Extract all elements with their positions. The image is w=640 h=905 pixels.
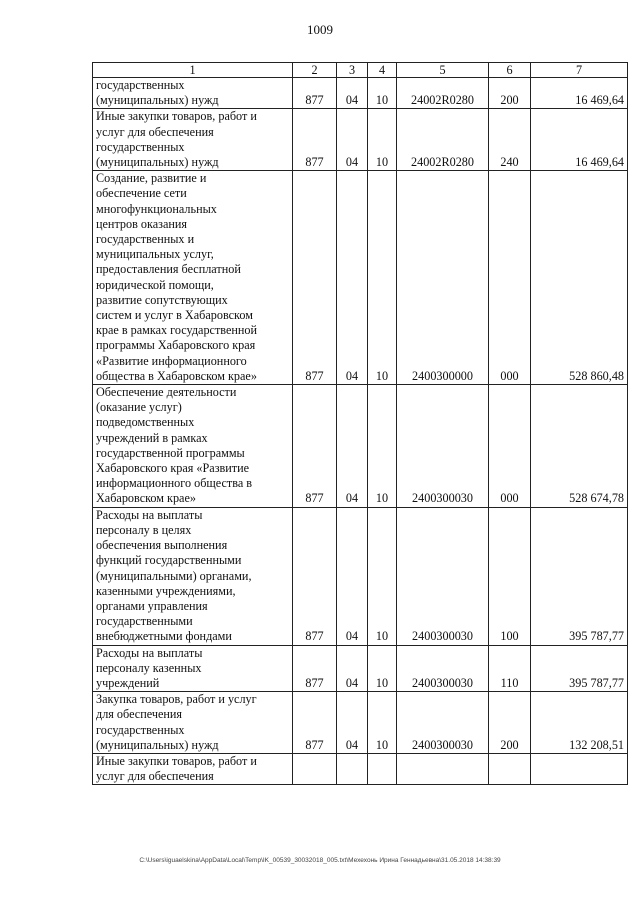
cell-ministry-code: 877 bbox=[293, 645, 337, 692]
cell-section-code: 04 bbox=[337, 78, 368, 109]
description-line: Закупка товаров, работ и услуг bbox=[96, 692, 257, 707]
cell-ministry-code: 877 bbox=[293, 171, 337, 385]
cell-expense-type-code: 100 bbox=[489, 507, 531, 645]
cell-ministry-code: 877 bbox=[293, 109, 337, 171]
description-line: многофункциональных bbox=[96, 201, 217, 216]
description-line: программы Хабаровского края bbox=[96, 338, 256, 353]
cell-expense-type-code: 000 bbox=[489, 171, 531, 385]
description-line: функций государственными bbox=[96, 553, 242, 568]
table-row bbox=[93, 645, 628, 692]
cell-subsection-code bbox=[368, 753, 397, 784]
table-row bbox=[93, 753, 628, 784]
description-line: юридической помощи, bbox=[96, 277, 214, 292]
cell-subsection-code: 10 bbox=[368, 507, 397, 645]
cell-description bbox=[93, 171, 293, 385]
description-line: обеспечения выполнения bbox=[96, 538, 228, 553]
column-header-7: 7 bbox=[531, 63, 628, 78]
cell-amount: 528 674,78 bbox=[531, 385, 628, 508]
description-line: для обеспечения bbox=[96, 707, 183, 722]
column-header-4: 4 bbox=[368, 63, 397, 78]
cell-subsection-code: 10 bbox=[368, 385, 397, 508]
cell-target-article-code: 2400300030 bbox=[397, 385, 489, 508]
description-line: (оказание услуг) bbox=[96, 400, 182, 415]
cell-expense-type-code: 000 bbox=[489, 385, 531, 508]
description-line: государственных bbox=[96, 78, 185, 92]
table-row bbox=[93, 109, 628, 171]
file-path-footer: C:\Users\iguaelskina\AppData\Local\Temp\IK_00539_30032018_005.txt\Мехехонь Ирина Геннадьевна\31.05.2018 14:38:39 bbox=[139, 857, 501, 864]
column-header-1: 1 bbox=[93, 63, 293, 78]
description-line: «Развитие информационного bbox=[96, 353, 247, 368]
cell-description bbox=[93, 645, 293, 692]
cell-description bbox=[93, 692, 293, 754]
cell-amount: 395 787,77 bbox=[531, 645, 628, 692]
description-line: развитие сопутствующих bbox=[96, 292, 228, 307]
description-line: (муниципальных) нужд bbox=[96, 155, 219, 170]
description-line: услуг для обеспечения bbox=[96, 124, 214, 139]
description-line: государственными bbox=[96, 614, 193, 629]
description-line: государственных bbox=[96, 139, 185, 154]
cell-expense-type-code bbox=[489, 753, 531, 784]
description-line: Иные закупки товаров, работ и bbox=[96, 753, 257, 768]
cell-subsection-code: 10 bbox=[368, 109, 397, 171]
cell-expense-type-code: 240 bbox=[489, 109, 531, 171]
cell-target-article-code: 2400300030 bbox=[397, 507, 489, 645]
cell-section-code: 04 bbox=[337, 507, 368, 645]
table-row bbox=[93, 78, 628, 109]
description-line: учреждений bbox=[96, 675, 160, 690]
column-header-6: 6 bbox=[489, 63, 531, 78]
description-line: персоналу в целях bbox=[96, 522, 192, 537]
cell-subsection-code: 10 bbox=[368, 692, 397, 754]
cell-amount: 16 469,64 bbox=[531, 109, 628, 171]
description-line: информационного общества в bbox=[96, 476, 253, 491]
description-line: муниципальных услуг, bbox=[96, 247, 214, 262]
cell-target-article-code: 24002R0280 bbox=[397, 109, 489, 171]
cell-ministry-code: 877 bbox=[293, 78, 337, 109]
description-line: государственных bbox=[96, 722, 185, 737]
cell-description bbox=[93, 78, 293, 109]
table-row bbox=[93, 692, 628, 754]
table-body bbox=[93, 78, 628, 785]
cell-amount: 395 787,77 bbox=[531, 507, 628, 645]
cell-expense-type-code: 110 bbox=[489, 645, 531, 692]
cell-subsection-code: 10 bbox=[368, 171, 397, 385]
description-line: органами управления bbox=[96, 598, 208, 613]
table-row bbox=[93, 507, 628, 645]
column-header-2: 2 bbox=[293, 63, 337, 78]
cell-ministry-code: 877 bbox=[293, 507, 337, 645]
column-header-3: 3 bbox=[337, 63, 368, 78]
description-line: Хабаровском крае» bbox=[96, 491, 196, 506]
description-line: Расходы на выплаты bbox=[96, 645, 203, 660]
cell-section-code: 04 bbox=[337, 692, 368, 754]
cell-ministry-code bbox=[293, 753, 337, 784]
description-line: Расходы на выплаты bbox=[96, 507, 203, 522]
cell-ministry-code: 877 bbox=[293, 385, 337, 508]
cell-amount: 132 208,51 bbox=[531, 692, 628, 754]
cell-target-article-code: 24002R0280 bbox=[397, 78, 489, 109]
description-line: (муниципальными) органами, bbox=[96, 568, 252, 583]
cell-subsection-code: 10 bbox=[368, 645, 397, 692]
cell-target-article-code bbox=[397, 753, 489, 784]
cell-section-code: 04 bbox=[337, 645, 368, 692]
cell-ministry-code: 877 bbox=[293, 692, 337, 754]
cell-description bbox=[93, 385, 293, 508]
budget-table bbox=[92, 62, 628, 785]
page-number: 1009 bbox=[307, 22, 333, 37]
description-line: крае в рамках государственной bbox=[96, 323, 258, 338]
cell-description bbox=[93, 507, 293, 645]
cell-expense-type-code: 200 bbox=[489, 78, 531, 109]
cell-description bbox=[93, 109, 293, 171]
cell-section-code: 04 bbox=[337, 171, 368, 385]
cell-amount: 16 469,64 bbox=[531, 78, 628, 109]
description-line: Хабаровского края «Развитие bbox=[96, 461, 250, 476]
cell-target-article-code: 2400300030 bbox=[397, 692, 489, 754]
description-line: государственной программы bbox=[96, 445, 245, 460]
cell-subsection-code: 10 bbox=[368, 78, 397, 109]
cell-target-article-code: 2400300000 bbox=[397, 171, 489, 385]
description-line: государственных и bbox=[96, 232, 195, 247]
header-row bbox=[93, 63, 628, 78]
cell-amount: 528 860,48 bbox=[531, 171, 628, 385]
description-line: услуг для обеспечения bbox=[96, 769, 214, 784]
description-line: Обеспечение деятельности bbox=[96, 385, 237, 400]
description-line: предоставления бесплатной bbox=[96, 262, 241, 277]
description-line: Иные закупки товаров, работ и bbox=[96, 109, 257, 124]
cell-description bbox=[93, 753, 293, 784]
description-line: систем и услуг в Хабаровском bbox=[96, 308, 253, 323]
cell-target-article-code: 2400300030 bbox=[397, 645, 489, 692]
description-line: казенными учреждениями, bbox=[96, 583, 236, 598]
cell-section-code: 04 bbox=[337, 385, 368, 508]
description-line: (муниципальных) нужд bbox=[96, 737, 219, 752]
cell-expense-type-code: 200 bbox=[489, 692, 531, 754]
description-line: учреждений в рамках bbox=[96, 430, 208, 445]
description-line: подведомственных bbox=[96, 415, 195, 430]
cell-section-code bbox=[337, 753, 368, 784]
cell-section-code: 04 bbox=[337, 109, 368, 171]
description-line: центров оказания bbox=[96, 216, 188, 231]
cell-amount bbox=[531, 753, 628, 784]
description-line: общества в Хабаровском крае» bbox=[96, 368, 257, 383]
column-header-5: 5 bbox=[397, 63, 489, 78]
description-line: обеспечение сети bbox=[96, 186, 187, 201]
table-row bbox=[93, 385, 628, 508]
description-line: персоналу казенных bbox=[96, 660, 202, 675]
description-line: (муниципальных) нужд bbox=[96, 93, 219, 108]
table-row bbox=[93, 171, 628, 385]
description-line: Создание, развитие и bbox=[96, 171, 207, 186]
description-line: внебюджетными фондами bbox=[96, 629, 232, 644]
